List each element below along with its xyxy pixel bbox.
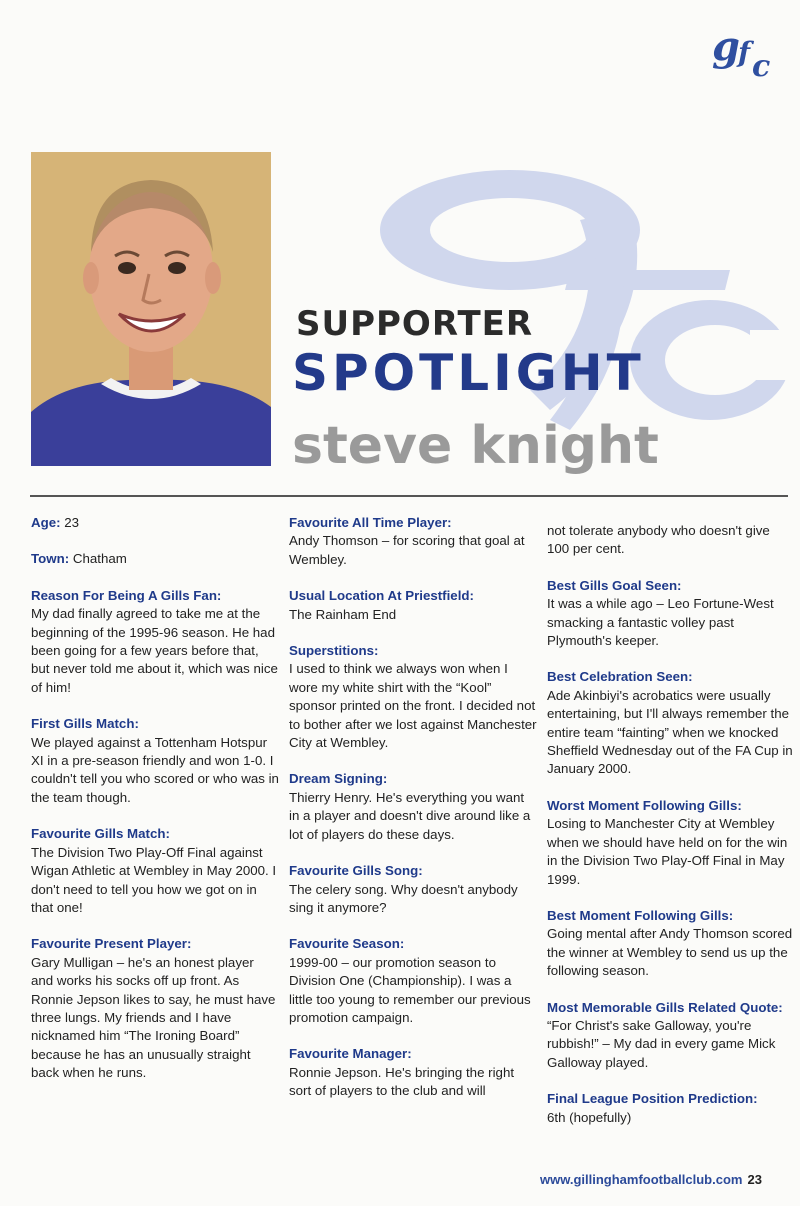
qa-answer: Ronnie Jepson. He's bringing the right sort of players to the club and will bbox=[289, 1064, 515, 1099]
qa-entry bbox=[31, 825, 279, 917]
qa-label: Favourite Gills Song: bbox=[289, 863, 423, 879]
qa-label: Favourite Present Player: bbox=[31, 936, 192, 952]
qa-label: Most Memorable Gills Related Quote: bbox=[547, 999, 783, 1015]
qa-entry bbox=[547, 907, 795, 981]
qa-label: Usual Location At Priestfield: bbox=[289, 588, 474, 604]
page-footer bbox=[540, 1172, 762, 1187]
qa-label: Favourite All Time Player: bbox=[289, 515, 452, 530]
qa-answer: It was a while ago – Leo Fortune-West smacking a fantastic volley past Plymouth's keeper. bbox=[547, 596, 774, 649]
qa-answer: The Division Two Play-Off Final against Wigan Athletic at Wembley in May 2000. I don't need to tell you how we got on in that one! bbox=[31, 844, 277, 915]
title-supporter: SUPPORTER bbox=[296, 304, 534, 344]
qa-answer: My dad finally agreed to take me at the beginning of the 1995-96 season. He had been going for a few years before that, but never told me about it, which was nice of him! bbox=[31, 606, 278, 695]
qa-answer: 1999-00 – our promotion season to Division One (Championship). I was a little too young to remember our previous promotion campaign. bbox=[289, 954, 531, 1025]
qa-label: Best Celebration Seen: bbox=[547, 669, 693, 685]
qa-answer: I used to think we always won when I wore my white shirt with the “Kool” sponsor printed on the front. I decided not to bother after we lost against Manchester City at Wembley. bbox=[289, 661, 537, 751]
qa-answer: “For Christ's sake Galloway, you're rubbish!” – My dad in every game Mick Galloway played. bbox=[547, 1017, 776, 1070]
footer-url[interactable]: www.gillinghamfootballclub.com bbox=[540, 1172, 743, 1187]
qa-answer: Gary Mulligan – he's an honest player and works his socks off up front. As Ronnie Jepson likes to say, he must have three lungs. My friends and I have nicknamed him “The Ironing Board” because he has an unusually straight back when he runs. bbox=[31, 954, 276, 1081]
supporter-photo bbox=[31, 152, 271, 466]
title-spotlight: SPOTLIGHT bbox=[292, 344, 645, 402]
svg-text:f: f bbox=[738, 36, 751, 69]
qa-entry bbox=[31, 935, 279, 1082]
qa-label: Favourite Manager: bbox=[289, 1046, 412, 1062]
qa-label: Dream Signing: bbox=[289, 771, 388, 787]
header-divider bbox=[30, 495, 788, 497]
page-number: 23 bbox=[747, 1172, 762, 1187]
qa-label: Worst Moment Following Gills: bbox=[547, 797, 742, 813]
qa-answer: Andy Thomson – for scoring that goal at Wembley. bbox=[289, 533, 525, 567]
qa-entry bbox=[547, 577, 795, 651]
qa-entry bbox=[31, 715, 279, 807]
qa-entry bbox=[289, 770, 537, 844]
qa-entry bbox=[289, 862, 537, 917]
qa-answer: 23 bbox=[64, 515, 80, 530]
qa-entry bbox=[289, 587, 537, 624]
qa-entry bbox=[547, 522, 795, 559]
qa-label: Best Gills Goal Seen: bbox=[547, 577, 682, 593]
qa-label: Favourite Season: bbox=[289, 936, 405, 952]
qa-answer: The Rainham End bbox=[289, 606, 397, 622]
qa-answer: Losing to Manchester City at Wembley when we should have held on for the win in the Division Two Play-Off Final in May 1999. bbox=[547, 816, 788, 887]
qa-entry bbox=[289, 935, 537, 1027]
qa-answer: The celery song. Why doesn't anybody sing it anymore? bbox=[289, 881, 518, 915]
qa-entry bbox=[547, 668, 795, 778]
qa-label: First Gills Match: bbox=[31, 716, 139, 732]
qa-answer: not tolerate anybody who doesn't give 100 per cent. bbox=[547, 523, 770, 557]
qa-answer: Going mental after Andy Thomson scored the winner at Wembley to send us up the following season. bbox=[547, 926, 793, 979]
svg-text:c: c bbox=[752, 49, 771, 82]
qa-entry bbox=[31, 587, 279, 697]
qa-entry bbox=[547, 1090, 795, 1127]
qa-answer: Ade Akinbiyi's acrobatics were usually entertaining, but I'll always remember the entire team “fainting” when we knocked Sheffield Wednesday out of the FA Cup in January 2000. bbox=[547, 687, 793, 777]
qa-entry bbox=[289, 1045, 537, 1100]
qa-label: Age: bbox=[31, 515, 61, 530]
qa-entry bbox=[289, 642, 537, 752]
qa-entry bbox=[547, 797, 795, 889]
qa-answer: 6th (hopefully) bbox=[547, 1109, 632, 1125]
qa-label: Final League Position Prediction: bbox=[547, 1091, 758, 1107]
qa-label: Superstitions: bbox=[289, 643, 379, 659]
qa-label: Town: bbox=[31, 551, 70, 567]
qa-entry bbox=[31, 514, 279, 532]
qa-answer: Chatham bbox=[72, 551, 127, 567]
qa-label: Reason For Being A Gills Fan: bbox=[31, 587, 222, 603]
column-3 bbox=[547, 522, 795, 1145]
qa-entry bbox=[31, 550, 279, 568]
svg-text:g: g bbox=[712, 23, 740, 70]
column-2 bbox=[289, 514, 537, 1119]
gfc-watermark-icon bbox=[330, 150, 790, 450]
qa-label: Best Moment Following Gills: bbox=[547, 907, 734, 923]
qa-answer: We played against a Tottenham Hotspur XI in a pre-season friendly and won 1-0. I couldn't tell you who scored or who was in the team though. bbox=[31, 734, 279, 805]
qa-entry bbox=[289, 514, 537, 569]
qa-entry bbox=[547, 999, 795, 1073]
qa-label: Favourite Gills Match: bbox=[31, 826, 170, 842]
qa-answer: Thierry Henry. He's everything you want in a player and doesn't dive around like a lot of players do these days. bbox=[289, 789, 531, 842]
gfc-logo-icon bbox=[708, 22, 788, 82]
supporter-name: steve knight bbox=[292, 416, 659, 476]
column-1 bbox=[31, 514, 279, 1101]
